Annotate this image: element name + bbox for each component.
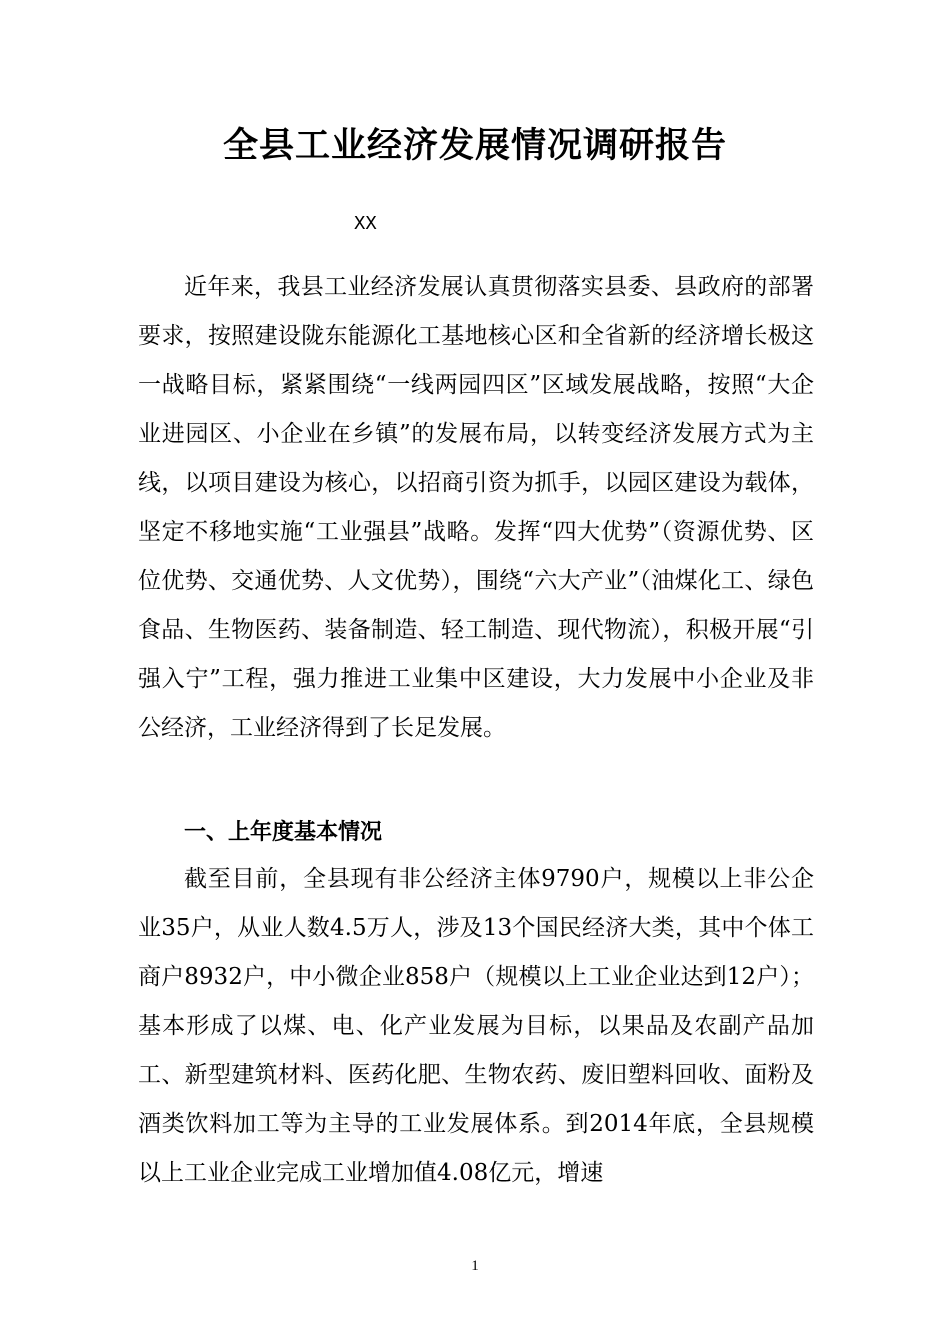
page-number: 1	[471, 1258, 479, 1274]
document-title: 全县工业经济发展情况调研报告	[222, 125, 727, 166]
document-author: XX	[354, 213, 377, 235]
section-heading: 一、上年度基本情况	[184, 820, 383, 845]
body-paragraph-basic-situation: 截至目前，全县现有非公经济主体9790户，规模以上非公企业35户，从业人数4.5万人，涉及13个国民经济大类，其中个体工商户8932户，中小微企业858户（规模以上工业企业达到12户）；基本形成了以煤、电、化产业发展为目标，以果品及农副产品加工、新型建筑材料、医药化肥、生物农药、废旧塑料回收、面粉及酒类饮料加工等为主导的工业发展体系。到2014年底，全县规模以上工业企业完成工业增加值4.08亿元，增速	[138, 866, 814, 1186]
body-paragraph-intro: 近年来，我县工业经济发展认真贯彻落实县委、县政府的部署要求，按照建设陇东能源化工基地核心区和全省新的经济增长极这一战略目标，紧紧围绕“一线两园四区”区域发展战略，按照“大企业进园区、小企业在乡镇”的发展布局，以转变经济发展方式为主线，以项目建设为核心，以招商引资为抓手，以园区建设为载体，坚定不移地实施“工业强县”战略。发挥“四大优势”（资源优势、区位优势、交通优势、人文优势），围绕“六大产业”（油煤化工、绿色食品、生物医药、装备制造、轻工制造、现代物流），积极开展“引强入宁”工程，强力推进工业集中区建设，大力发展中小企业及非公经济，工业经济得到了长足发展。	[138, 274, 814, 741]
